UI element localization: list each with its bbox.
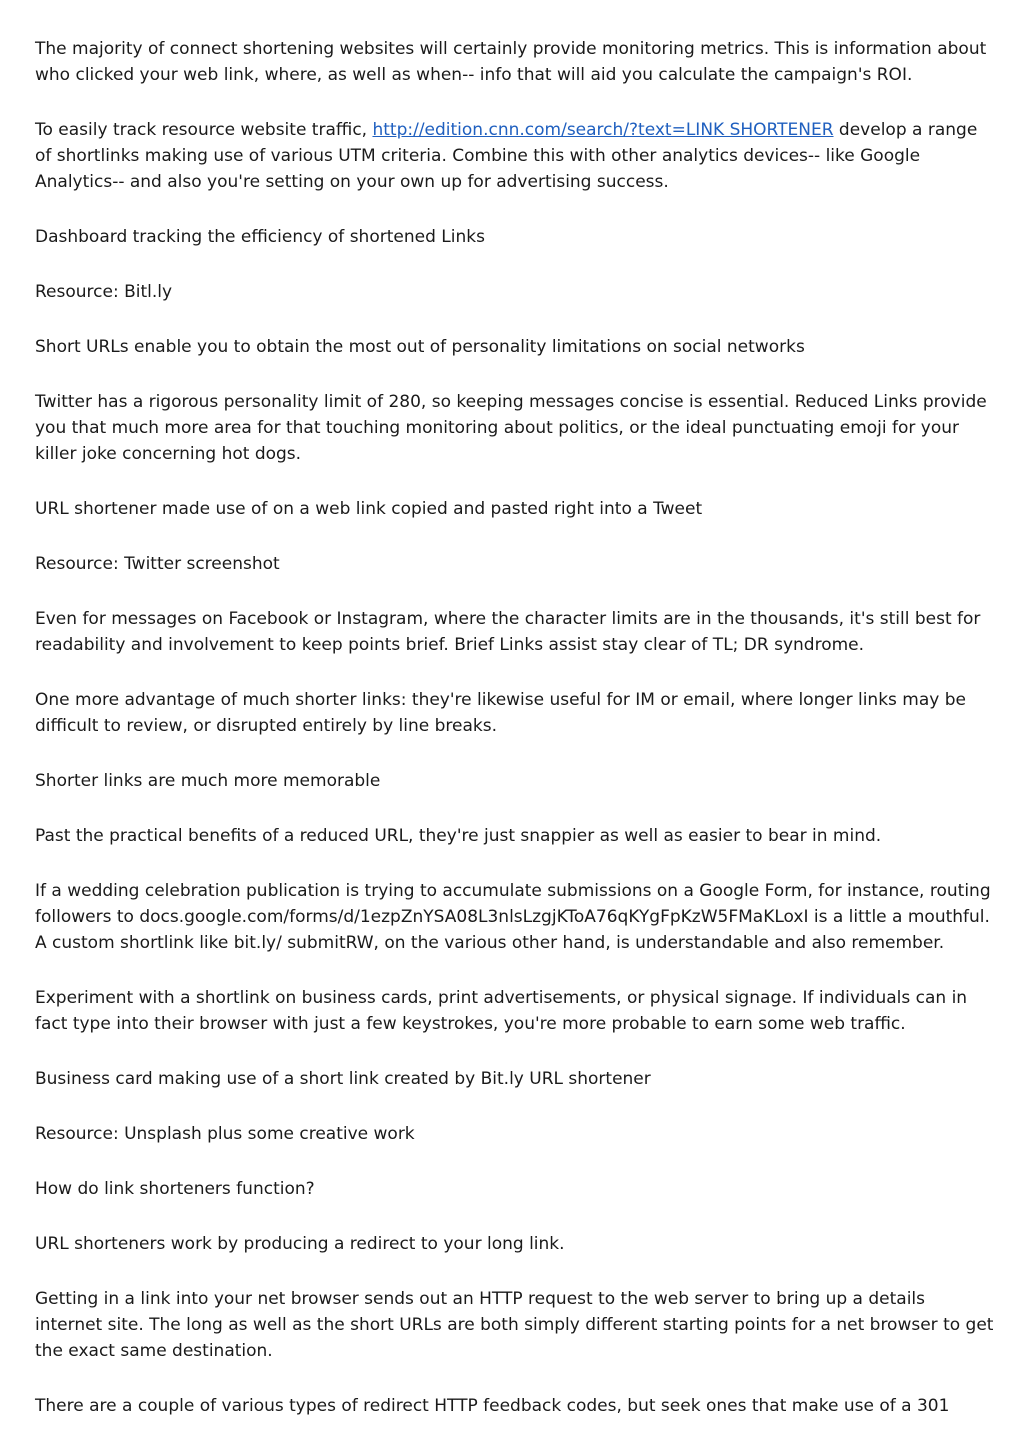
- paragraph-short-urls-heading: Short URLs enable you to obtain the most out of personality limitations on social networks: [35, 337, 805, 357]
- paragraph-dashboard-caption: Dashboard tracking the efficiency of shortened Links: [35, 227, 485, 247]
- paragraph-business-cards: Experiment with a shortlink on business cards, print advertisements, or physical signage. If individuals can in fact type into their browser with just a few keystrokes, you're more probable to earn some web traffic.: [35, 988, 968, 1034]
- paragraph-text: develop a range of shortlinks making use of various UTM criteria. Combine this with other analytics devices-- like Google Analytics-- and also you're setting on your own up for advertising success.: [35, 120, 978, 192]
- document-body: [35, 36, 995, 1448]
- paragraph-redirect-codes: There are a couple of various types of redirect HTTP feedback codes, but seek ones that make use of a 301: [35, 1396, 950, 1416]
- paragraph-resource-bitly: Resource: Bitl.ly: [35, 282, 173, 302]
- paragraph-redirect: URL shorteners work by producing a redirect to your long link.: [35, 1234, 565, 1254]
- paragraph-tracking-metrics: The majority of connect shortening websites will certainly provide monitoring metrics. This is information about who clicked your web link, where, as well as when-- info that will aid you calculate the campaign's ROI.: [35, 39, 987, 85]
- paragraph-text: To easily track resource website traffic,: [35, 120, 373, 140]
- paragraph-resource-twitter: Resource: Twitter screenshot: [35, 554, 280, 574]
- paragraph-facebook-instagram: Even for messages on Facebook or Instagram, where the character limits are in the thousands, it's still best for readability and involvement to keep points brief. Brief Links assist stay clear of TL; DR syndrome.: [35, 609, 981, 655]
- paragraph-resource-unsplash: Resource: Unsplash plus some creative work: [35, 1124, 415, 1144]
- paragraph-track-traffic: [35, 117, 995, 195]
- paragraph-twitter-limit: Twitter has a rigorous personality limit of 280, so keeping messages concise is essential. Reduced Links provide you that much more area for that touching monitoring about politics, or the ideal punctuating emoji for your killer joke concerning hot dogs.: [35, 392, 987, 464]
- paragraph-google-form: If a wedding celebration publication is trying to accumulate submissions on a Google Form, for instance, routing followers to docs.google.com/forms/d/1ezpZnYSA08L3nlsLzgjKToA76qKYgFpKzW5FMaKLoxI is a little a mouthful. A custom shortlink like bit.ly/ submitRW, on the various other hand, is understandable and also remember.: [35, 881, 991, 953]
- paragraph-snappier: Past the practical benefits of a reduced URL, they're just snappier as well as easier to bear in mind.: [35, 826, 882, 846]
- paragraph-memorable-heading: Shorter links are much more memorable: [35, 771, 381, 791]
- paragraph-how-function-heading: How do link shorteners function?: [35, 1179, 315, 1199]
- paragraph-tweet-caption: URL shortener made use of on a web link copied and pasted right into a Tweet: [35, 499, 703, 519]
- paragraph-business-card-caption: Business card making use of a short link created by Bit.ly URL shortener: [35, 1069, 651, 1089]
- cnn-search-link[interactable]: http://edition.cnn.com/search/?text=LINK SHORTENER: [372, 120, 834, 140]
- paragraph-im-email: One more advantage of much shorter links: they're likewise useful for IM or email, where longer links may be difficult to review, or disrupted entirely by line breaks.: [35, 690, 966, 736]
- paragraph-http-request: Getting in a link into your net browser sends out an HTTP request to the web server to bring up a details internet site. The long as well as the short URLs are both simply different starting points for a net browser to get the exact same destination.: [35, 1289, 994, 1361]
